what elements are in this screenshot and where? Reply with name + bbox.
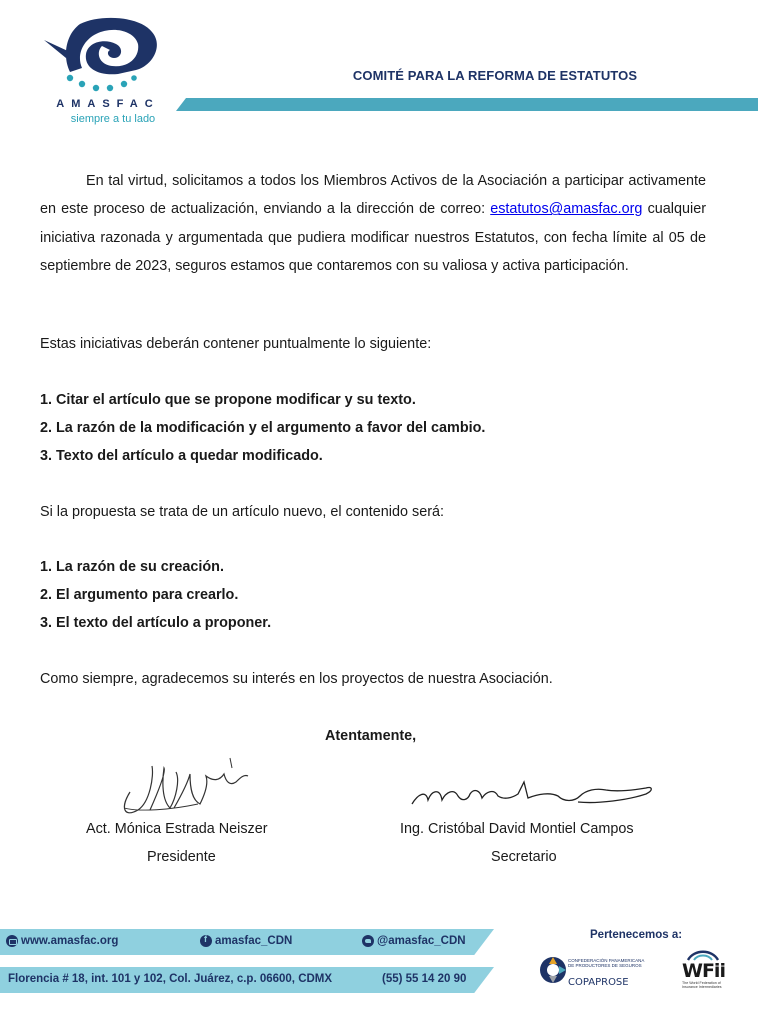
committee-title: COMITÉ PARA LA REFORMA DE ESTATUTOS [352,68,638,83]
phone-text: (55) 55 14 20 90 [382,973,467,985]
facebook-text: amasfac_CDN [215,935,293,947]
copaprose-logo[interactable] [538,948,648,994]
website-text: www.amasfac.org [21,935,119,947]
twitter-link[interactable] [362,935,466,947]
president-role: Presidente [147,849,216,865]
web-icon [6,935,18,947]
facebook-link[interactable] [200,935,292,947]
para1-after: cualquier iniciativa razonada y argumentada que pudiera modificar nuestros Estatutos, con fecha límite al 05 de septiembre de 2023, seguros estamos que contaremos con su valiosa y activa participación. [40,201,706,274]
intro-paragraph [40,167,706,280]
copaprose-full-name: CONFEDERACIÓN PANAMERICANA DE PRODUCTORES DE SEGUROS [568,958,645,968]
list2-intro: Si la propuesta se trata de un artículo nuevo, el contenido será: [40,504,444,520]
logo-swirl-icon [40,12,170,102]
email-link[interactable]: estatutos@amasfac.org [490,201,643,218]
para1-before: En tal virtud, solicitamos a todos los Miembros Activos de la Asociación a participar activamente en este proceso de actualización, enviando a la dirección de correo: [40,173,706,218]
closing-text: Como siempre, agradecemos su interés en los proyectos de nuestra Asociación. [40,671,553,687]
twitter-icon [362,935,374,947]
wfii-logo[interactable] [682,947,732,993]
belongs-to-label: Pertenecemos a: [590,929,683,941]
twitter-text: @amasfac_CDN [377,935,466,947]
signature-president-icon [110,752,255,820]
president-name: Act. Mónica Estrada Neiszer [86,821,268,837]
facebook-icon [200,935,212,947]
wfii-full-name: The World Federation of Insurance Intermediaries [682,981,722,989]
amasfac-logo [40,12,170,130]
list2-item: 3. El texto del artículo a proponer. [40,615,272,631]
list2-item: 2. El argumento para crearlo. [40,587,239,603]
list1-item: 3. Texto del artículo a quedar modificado. [40,448,323,464]
brand-tagline: siempre a tu lado [70,113,156,125]
wfii-arc-icon [686,947,720,961]
website-link[interactable] [6,935,118,947]
list2-item: 1. La razón de su creación. [40,559,224,575]
list1-intro: Estas iniciativas deberán contener puntualmente lo siguiente: [40,336,432,352]
list1-item: 2. La razón de la modificación y el argumento a favor del cambio. [40,420,486,436]
header-bar [176,98,758,111]
address-text: Florencia # 18, int. 101 y 102, Col. Juárez, c.p. 06600, CDMX [8,973,333,985]
signature-secretary-icon [408,772,658,818]
farewell: Atentamente, [325,728,417,744]
secretary-role: Secretario [491,849,557,865]
secretary-name: Ing. Cristóbal David Montiel Campos [400,821,634,837]
wfii-name: WFii [682,960,725,982]
copaprose-emblem-icon [538,950,568,990]
list1-item: 1. Citar el artículo que se propone modificar y su texto. [40,392,416,408]
brand-name: AMASFAC [56,98,160,110]
copaprose-name: COPAPROSE [568,977,629,988]
